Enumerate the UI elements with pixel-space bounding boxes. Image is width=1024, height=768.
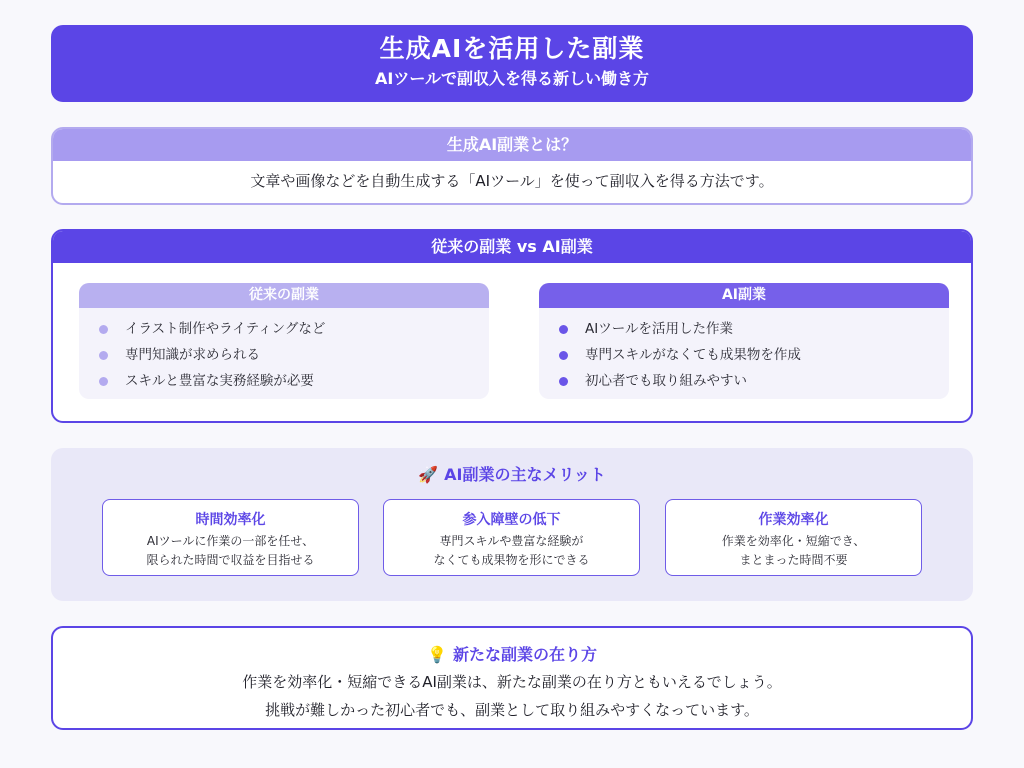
list-item-text: AIツールを活用した作業 <box>585 321 733 337</box>
merit-card-line: 専門スキルや豊富な経験が <box>439 534 584 548</box>
merit-card-barrier <box>383 499 640 576</box>
rocket-icon: 🚀 <box>418 465 439 484</box>
traditional-list <box>79 308 489 394</box>
page-subtitle: AIツールで副収入を得る新しい働き方 <box>374 69 650 88</box>
merit-card-title: 参入障壁の低下 <box>462 512 561 528</box>
what-is-heading: 生成AI副業とは？ <box>53 129 971 161</box>
bullet-icon <box>99 351 108 360</box>
what-is-body: 文章や画像などを自動生成する「AIツール」を使って副収入を得る方法です。 <box>250 172 774 190</box>
merit-card-line: 作業を効率化・短縮でき、 <box>721 534 866 548</box>
list-item <box>99 316 489 342</box>
merit-card-line: AIツールに作業の一部を任せ、 <box>146 534 315 548</box>
merits-section <box>51 448 973 601</box>
what-is-section <box>51 127 973 205</box>
bullet-icon <box>99 325 108 334</box>
merit-card-efficiency <box>665 499 922 576</box>
list-item-text: 専門スキルがなくても成果物を作成 <box>585 347 801 363</box>
merit-card-desc <box>384 532 639 570</box>
list-item <box>559 368 949 394</box>
merit-card-desc <box>103 532 358 570</box>
new-way-line: 作業を効率化・短縮できるAI副業は、新たな副業の在り方ともいえるでしょう。 <box>242 673 782 691</box>
list-item <box>559 342 949 368</box>
merits-title <box>51 464 973 486</box>
list-item-text: 初心者でも取り組みやすい <box>585 373 747 389</box>
merit-card-line: 限られた時間で収益を目指せる <box>146 553 315 567</box>
new-way-line: 挑戦が難しかった初心者でも、副業として取り組みやすくなっています。 <box>265 701 759 719</box>
new-way-section <box>51 626 973 730</box>
ai-heading: AI副業 <box>539 283 949 308</box>
merit-card-time <box>102 499 359 576</box>
bullet-icon <box>559 325 568 334</box>
new-way-title <box>53 644 971 666</box>
list-item <box>559 316 949 342</box>
list-item-text: 専門知識が求められる <box>125 347 260 363</box>
page-title: 生成AIを活用した副業 <box>379 34 645 63</box>
comparison-section <box>51 229 973 423</box>
merit-card-title: 作業効率化 <box>758 512 829 528</box>
merit-card-desc <box>666 532 921 570</box>
new-way-heading: 新たな副業の在り方 <box>452 645 597 664</box>
merit-card-line: まとまった時間不要 <box>739 553 848 567</box>
traditional-heading: 従来の副業 <box>79 283 489 308</box>
list-item-text: イラスト制作やライティングなど <box>125 321 326 337</box>
bullet-icon <box>559 377 568 386</box>
merits-heading: AI副業の主なメリット <box>444 465 606 484</box>
bullet-icon <box>559 351 568 360</box>
merit-card-line: なくても成果物を形にできる <box>433 553 590 567</box>
list-item <box>99 368 489 394</box>
comparison-heading: 従来の副業 vs AI副業 <box>53 231 971 263</box>
lightbulb-icon: 💡 <box>427 645 447 664</box>
traditional-column <box>79 283 489 399</box>
ai-list <box>539 308 949 394</box>
header-banner <box>51 25 973 102</box>
list-item <box>99 342 489 368</box>
bullet-icon <box>99 377 108 386</box>
ai-column <box>539 283 949 399</box>
merit-card-title: 時間効率化 <box>195 512 266 528</box>
list-item-text: スキルと豊富な実務経験が必要 <box>125 373 314 389</box>
